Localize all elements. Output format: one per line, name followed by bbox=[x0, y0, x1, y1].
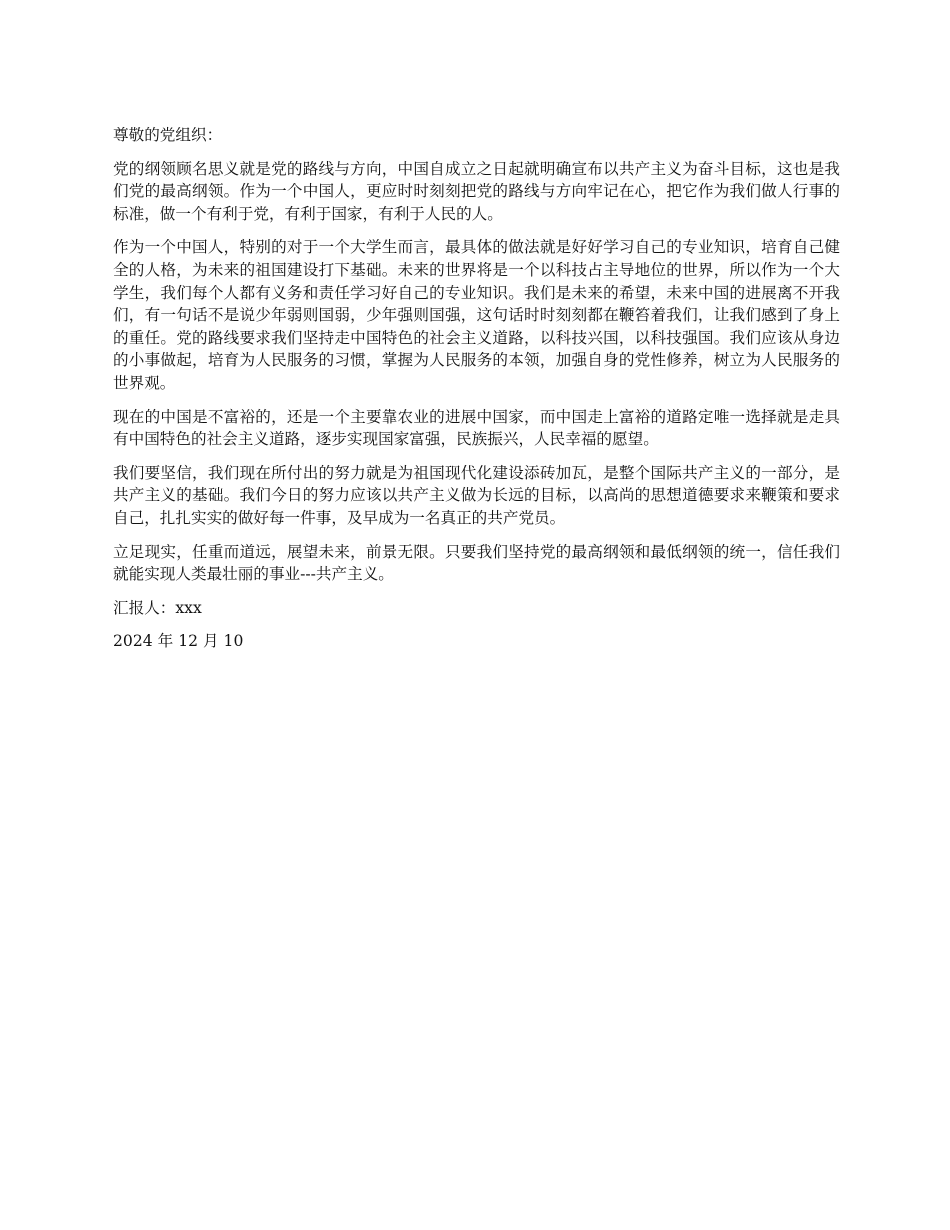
date: 2024 年 12 月 10 bbox=[113, 632, 244, 651]
signature: 汇报人：xxx bbox=[113, 598, 202, 617]
paragraph-3: 现在的中国是不富裕的，还是一个主要靠农业的进展中国家，而中国走上富裕的道路定唯一选择就是走具有中国特色的社会主义道路，逐步实现国家富强，民族振兴，人民幸福的愿望。 bbox=[113, 407, 840, 449]
paragraph-2: 作为一个中国人，特别的对于一个大学生而言，最具体的做法就是好好学习自己的专业知识，培育自己健全的人格，为未来的祖国建设打下基础。未来的世界将是一个以科技占主导地位的世界，所以作为一个大学生，我们每个人都有义务和责任学习好自己的专业知识。我们是未来的希望，未来中国的进展离不开我们，有一句话不是说少年弱则国弱，少年强则国强，这句话时时刻刻都在鞭笞着我们，让我们感到了身上的重任。党的路线要求我们坚持走中国特色的社会主义道路，以科技兴国，以科技强国。我们应该从身边的小事做起，培育为人民服务的习惯，掌握为人民服务的本领，加强自身的党性修养，树立为人民服务的世界观。 bbox=[113, 238, 840, 392]
salutation: 尊敬的党组织： bbox=[113, 126, 223, 144]
paragraph-4: 我们要坚信，我们现在所付出的努力就是为祖国现代化建设添砖加瓦，是整个国际共产主义的一部分，是共产主义的基础。我们今日的努力应该以共产主义做为长远的目标，以高尚的思想道德要求来鞭策和要求自己，扎扎实实的做好每一件事，及早成为一名真正的共产党员。 bbox=[113, 463, 840, 527]
letter-body bbox=[113, 124, 840, 664]
paragraph-5: 立足现实，任重而道远，展望未来，前景无限。只要我们坚持党的最高纲领和最低纲领的统一，信任我们就能实现人类最壮丽的事业---共产主义。 bbox=[113, 542, 840, 584]
paragraph-1: 党的纲领顾名思义就是党的路线与方向，中国自成立之日起就明确宣布以共产主义为奋斗目标，这也是我们党的最高纲领。作为一个中国人，更应时时刻刻把党的路线与方向牢记在心，把它作为我们做人行事的标准，做一个有利于党，有利于国家，有利于人民的人。 bbox=[113, 159, 840, 223]
